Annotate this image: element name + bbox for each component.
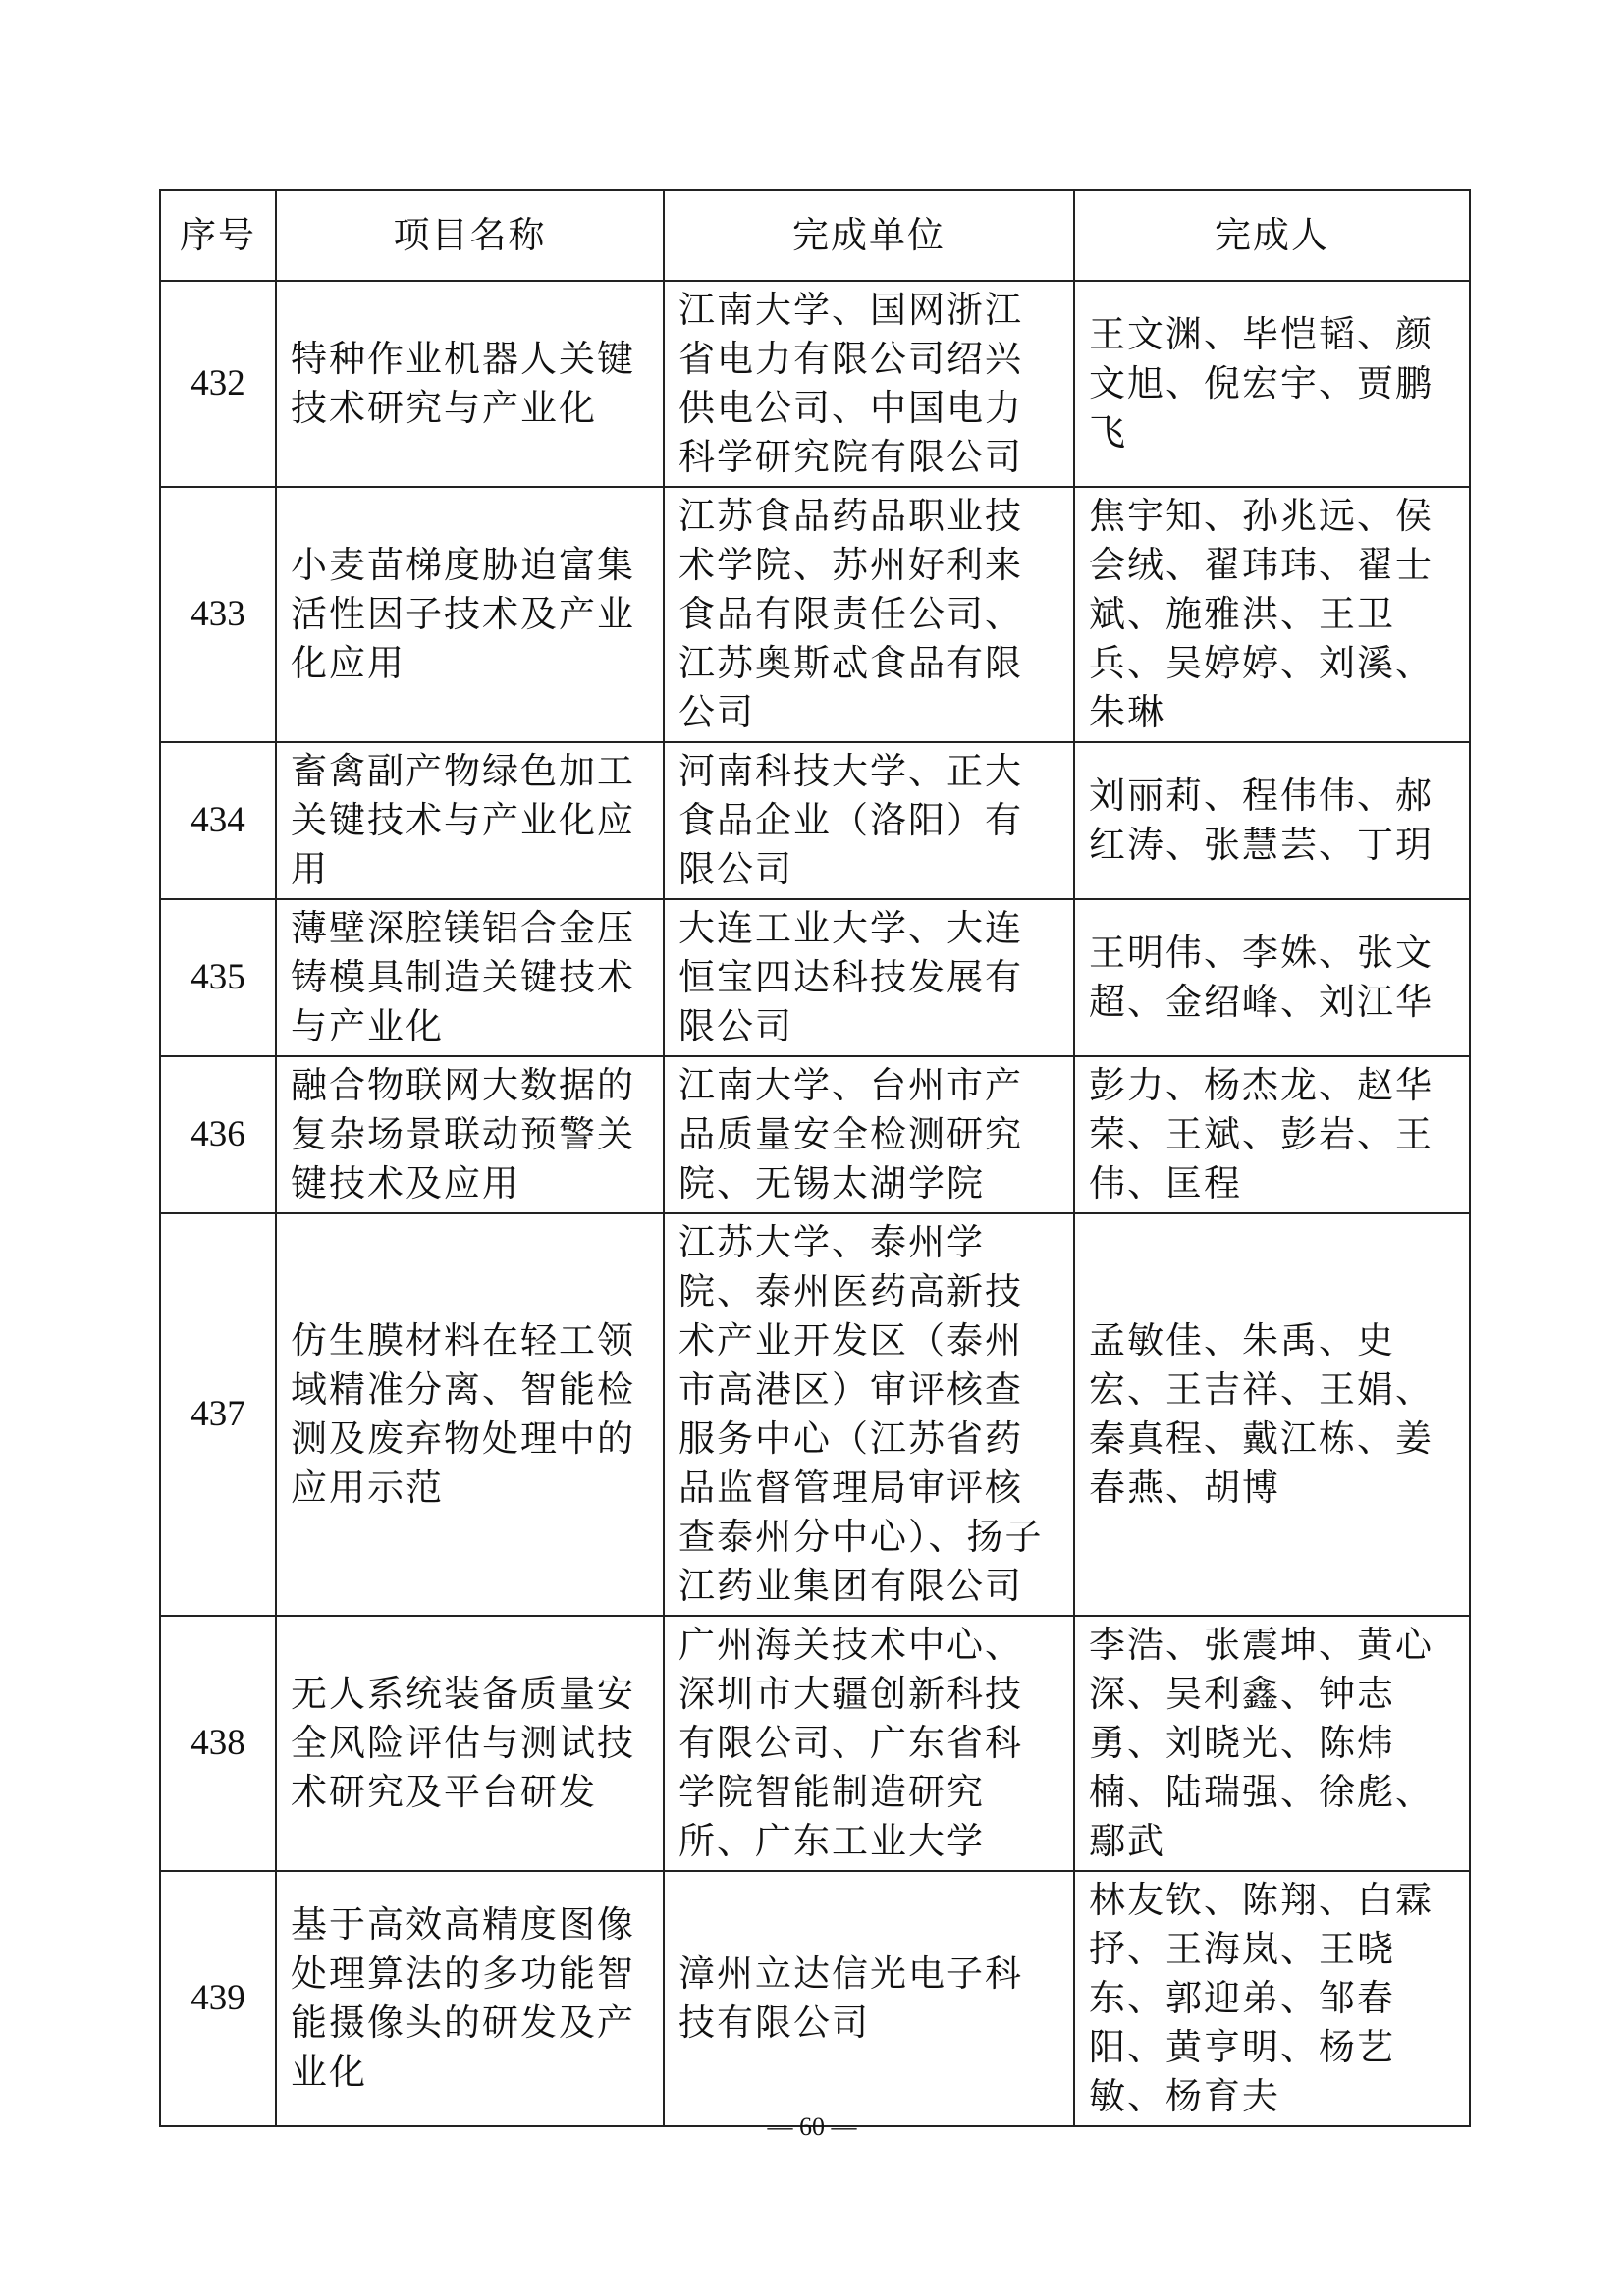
table-row <box>160 281 1470 487</box>
cell-people: 王明伟、李姝、张文超、金绍峰、刘江华 <box>1074 899 1470 1056</box>
cell-unit: 江苏食品药品职业技术学院、苏州好利来食品有限责任公司、江苏奥斯忒食品有限公司 <box>664 487 1074 742</box>
header-seq: 序号 <box>160 190 276 281</box>
cell-seq: 436 <box>160 1056 276 1213</box>
table-row <box>160 1056 1470 1213</box>
awards-table <box>159 189 1471 2127</box>
cell-people: 林友钦、陈翔、白霖抒、王海岚、王晓东、郭迎弟、邹春阳、黄亨明、杨艺敏、杨育夫 <box>1074 1871 1470 2126</box>
cell-seq: 432 <box>160 281 276 487</box>
table-row <box>160 1616 1470 1871</box>
cell-seq: 439 <box>160 1871 276 2126</box>
cell-unit: 大连工业大学、大连恒宝四达科技发展有限公司 <box>664 899 1074 1056</box>
table-row <box>160 487 1470 742</box>
cell-unit: 漳州立达信光电子科技有限公司 <box>664 1871 1074 2126</box>
cell-people: 焦宇知、孙兆远、侯会绒、翟玮玮、翟士斌、施雅洪、王卫兵、吴婷婷、刘溪、朱琳 <box>1074 487 1470 742</box>
cell-unit: 广州海关技术中心、深圳市大疆创新科技有限公司、广东省科学院智能制造研究所、广东工业大学 <box>664 1616 1074 1871</box>
cell-seq: 435 <box>160 899 276 1056</box>
cell-people: 孟敏佳、朱禹、史宏、王吉祥、王娟、秦真程、戴江栋、姜春燕、胡博 <box>1074 1213 1470 1616</box>
table-row <box>160 1871 1470 2126</box>
cell-seq: 437 <box>160 1213 276 1616</box>
table-row <box>160 1213 1470 1616</box>
cell-seq: 438 <box>160 1616 276 1871</box>
cell-people: 彭力、杨杰龙、赵华荣、王斌、彭岩、王伟、匡程 <box>1074 1056 1470 1213</box>
table-header-row <box>160 190 1470 281</box>
cell-people: 刘丽莉、程伟伟、郝红涛、张慧芸、丁玥 <box>1074 742 1470 899</box>
cell-people: 李浩、张震坤、黄心深、吴利鑫、钟志勇、刘晓光、陈炜楠、陆瑞强、徐彪、鄢武 <box>1074 1616 1470 1871</box>
cell-unit: 江南大学、国网浙江省电力有限公司绍兴供电公司、中国电力科学研究院有限公司 <box>664 281 1074 487</box>
cell-project: 无人系统装备质量安全风险评估与测试技术研究及平台研发 <box>276 1616 664 1871</box>
header-people: 完成人 <box>1074 190 1470 281</box>
header-unit: 完成单位 <box>664 190 1074 281</box>
cell-unit: 江南大学、台州市产品质量安全检测研究院、无锡太湖学院 <box>664 1056 1074 1213</box>
cell-unit: 河南科技大学、正大食品企业（洛阳）有限公司 <box>664 742 1074 899</box>
cell-unit: 江苏大学、泰州学院、泰州医药高新技术产业开发区（泰州市高港区）审评核查服务中心（江苏省药品监督管理局审评核查泰州分中心）、扬子江药业集团有限公司 <box>664 1213 1074 1616</box>
cell-project: 基于高效高精度图像处理算法的多功能智能摄像头的研发及产业化 <box>276 1871 664 2126</box>
cell-people: 王文渊、毕恺韬、颜文旭、倪宏宇、贾鹏飞 <box>1074 281 1470 487</box>
cell-project: 特种作业机器人关键技术研究与产业化 <box>276 281 664 487</box>
table-row <box>160 899 1470 1056</box>
cell-project: 薄壁深腔镁铝合金压铸模具制造关键技术与产业化 <box>276 899 664 1056</box>
cell-seq: 433 <box>160 487 276 742</box>
cell-project: 畜禽副产物绿色加工关键技术与产业化应用 <box>276 742 664 899</box>
table-row <box>160 742 1470 899</box>
header-project: 项目名称 <box>276 190 664 281</box>
cell-project: 融合物联网大数据的复杂场景联动预警关键技术及应用 <box>276 1056 664 1213</box>
page-number: — 60 — <box>767 2112 857 2141</box>
cell-project: 仿生膜材料在轻工领域精准分离、智能检测及废弃物处理中的应用示范 <box>276 1213 664 1616</box>
cell-project: 小麦苗梯度胁迫富集活性因子技术及产业化应用 <box>276 487 664 742</box>
cell-seq: 434 <box>160 742 276 899</box>
